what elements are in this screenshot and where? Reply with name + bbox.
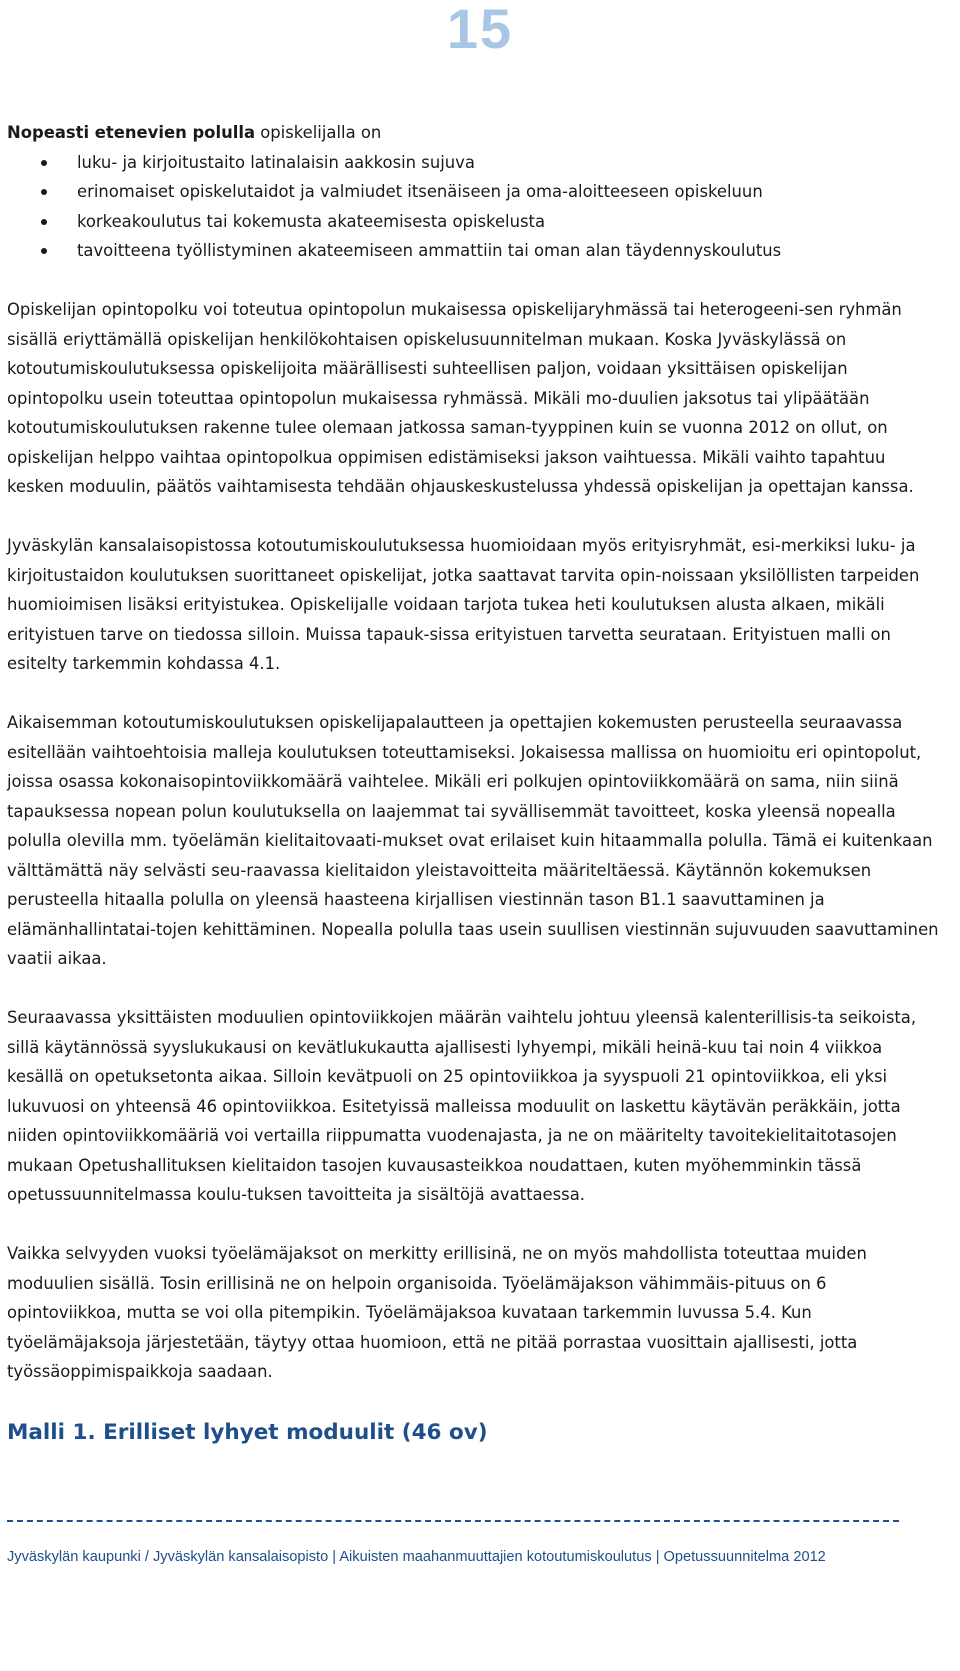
intro-bold: Nopeasti etenevien polulla [7,123,256,142]
list-item-text: tavoitteena työllistyminen akateemiseen ammattiin tai oman alan täydennyskoulutus [77,241,782,260]
intro-rest: opiskelijalla on [255,123,382,142]
spacer [7,1387,939,1417]
paragraph: Jyväskylän kansalaisopistossa kotoutumiskoulutuksessa huomioidaan myös erityisryhmät, esi-merkiksi luku- ja kirjoitustaidon koulutuksen suorittaneet opiskelijat, jotka saattavat tarvita opin-noissaan yksilöllisten tarpeiden huomioimisen lisäksi erityistukea. Opiskelijalle voidaan tarjota tukea heti koulutuksen alusta alkaen, mikäli erityistuen tarve on tiedossa silloin. Muissa tapauk-sissa erityistuen tarvetta seurataan. Erityistuen malli on esitelty tarkemmin kohdassa 4.1. [7,536,920,673]
list-item-text: luku- ja kirjoitustaito latinalaisin aakkosin sujuva [77,152,475,172]
spacer [7,1210,939,1240]
paragraph: Aikaisemman kotoutumiskoulutuksen opiskelijapalautteen ja opettajien kokemusten perusteella seuraavassa esitellään vaihtoehtoisia malleja koulutuksen toteuttamiseksi. Jokaisessa mallissa on huomioitu eri opintopolut, joissa osassa kokonaisopintoviikkomäärä vaihtelee. Mikäli eri polkujen opintoviikkomäärä on sama, niin siinä tapauksessa nopean polun koulutuksella on laajemmat tai syvällisemmät tavoitteet, koska yleensä nopealla polulla olevilla mm. työelämän kielitaitovaati-mukset ovat erilaiset kuin hitaammalla polulla. Tämä ei kuitenkaan välttämättä näy selvästi seu-raavassa kielitaidon yleistavoitteita määriteltäessä. Käytännön kokemuksen perusteella hitaalla polulla on yleensä haasteena kirjallisen viestinnän tason B1.1 saavuttaminen ja elämänhallintatai-tojen kehittäminen. Nopealla polulla taas usein suullisen viestinnän sujuvuuden saavuttaminen vaatii aikaa. [7,713,939,968]
list-item-text: korkeakoulutus tai kokemusta akateemisesta opiskelusta [77,211,545,231]
bullet-icon [41,219,47,225]
bullet-icon [41,189,47,195]
paragraph: Vaikka selvyyden vuoksi työelämäjaksot on merkitty erillisinä, ne on myös mahdollista toteuttaa muiden moduulien sisällä. Tosin erillisinä ne on helpoin organisoida. Työelämäjakson vähimmäis-pituus on 6 opintoviikkoa, mutta se voi olla pitempikin. Työelämäjaksoa kuvataan tarkemmin luvussa 5.4. Kun työelämäjaksoja järjestetään, täytyy ottaa huomioon, että ne pitää porrastaa vuosittain ajallisesti, jotta työssäoppimispaikkoja saadaan. [7,1244,867,1381]
list-item [7,236,939,266]
footer-divider [7,1520,899,1522]
spacer [7,679,939,709]
bullet-icon [41,248,47,254]
list-item [7,148,939,178]
list-item [7,177,939,207]
document-body [7,118,939,1448]
intro-line [7,118,939,148]
paragraph: Seuraavassa yksittäisten moduulien opintoviikkojen määrän vaihtelu johtuu yleensä kalenterillisis-ta seikoista, sillä käytännössä syyslukukausi on kevätlukukautta ajallisesti lyhyempi, mikäli heinä-kuu tai noin 4 viikkoa kesällä on opetuksetonta aikaa. Silloin kevätpuoli on 25 opintoviikkoa ja syyspuoli 21 opintoviikkoa, eli yksi lukuvuosi on yhteensä 46 opintoviikkoa. Esitetyissä malleissa moduulit on laskettu käytävän peräkkäin, jotta niiden opintoviikkomääriä voi vertailla riippumatta vuodenajasta, ja ne on määritelty tavoitekielitaitotasojen mukaan Opetushallituksen kielitaidon tasojen kuvausasteikkoa noudattaen, kuten myöhemminkin tässä opetussuunnitelmassa koulu-tuksen tavoitteita ja sisältöjä avattaessa. [7,1008,917,1204]
list-item [7,207,939,237]
paragraph: Opiskelijan opintopolku voi toteutua opintopolun mukaisessa opiskelijaryhmässä tai heterogeeni-sen ryhmän sisällä eriyttämällä opiskelijan henkilökohtaisen opiskelusuunnitelman mukaan. Koska Jyväskylässä on kotoutumiskoulutuksessa opiskelijoita määrällisesti suhteellisen paljon, voidaan yksittäisen opiskelijan opintopolku usein toteuttaa opintopolun mukaisessa ryhmässä. Mikäli mo-duulien jaksotus tai ylipäätään kotoutumiskoulutuksen rakenne tulee olemaan jatkossa saman-tyyppinen kuin se vuonna 2012 on ollut, on opiskelijan helppo vaihtaa opintopolkua oppimisen edistämiseksi jakson vaihtuessa. Mikäli vaihto tapahtuu kesken moduulin, päätös vaihtamisesta tehdään ohjauskeskustelussa yhdessä opiskelijan ja opettajan kanssa. [7,300,914,496]
section-heading: Malli 1. Erilliset lyhyet moduulit (46 ov) [7,1420,488,1445]
page-number: 15 [446,0,514,60]
page-footer: Jyväskylän kaupunki / Jyväskylän kansalaisopisto | Aikuisten maahanmuuttajien kotoutumiskoulutus | Opetussuunnitelma 2012 [7,1549,826,1565]
bullet-icon [41,160,47,166]
spacer [7,502,939,532]
spacer [7,974,939,1004]
list-item-text: erinomaiset opiskelutaidot ja valmiudet itsenäiseen ja oma-aloitteeseen opiskeluun [77,182,763,201]
bullet-list [7,148,939,266]
spacer [7,266,939,296]
